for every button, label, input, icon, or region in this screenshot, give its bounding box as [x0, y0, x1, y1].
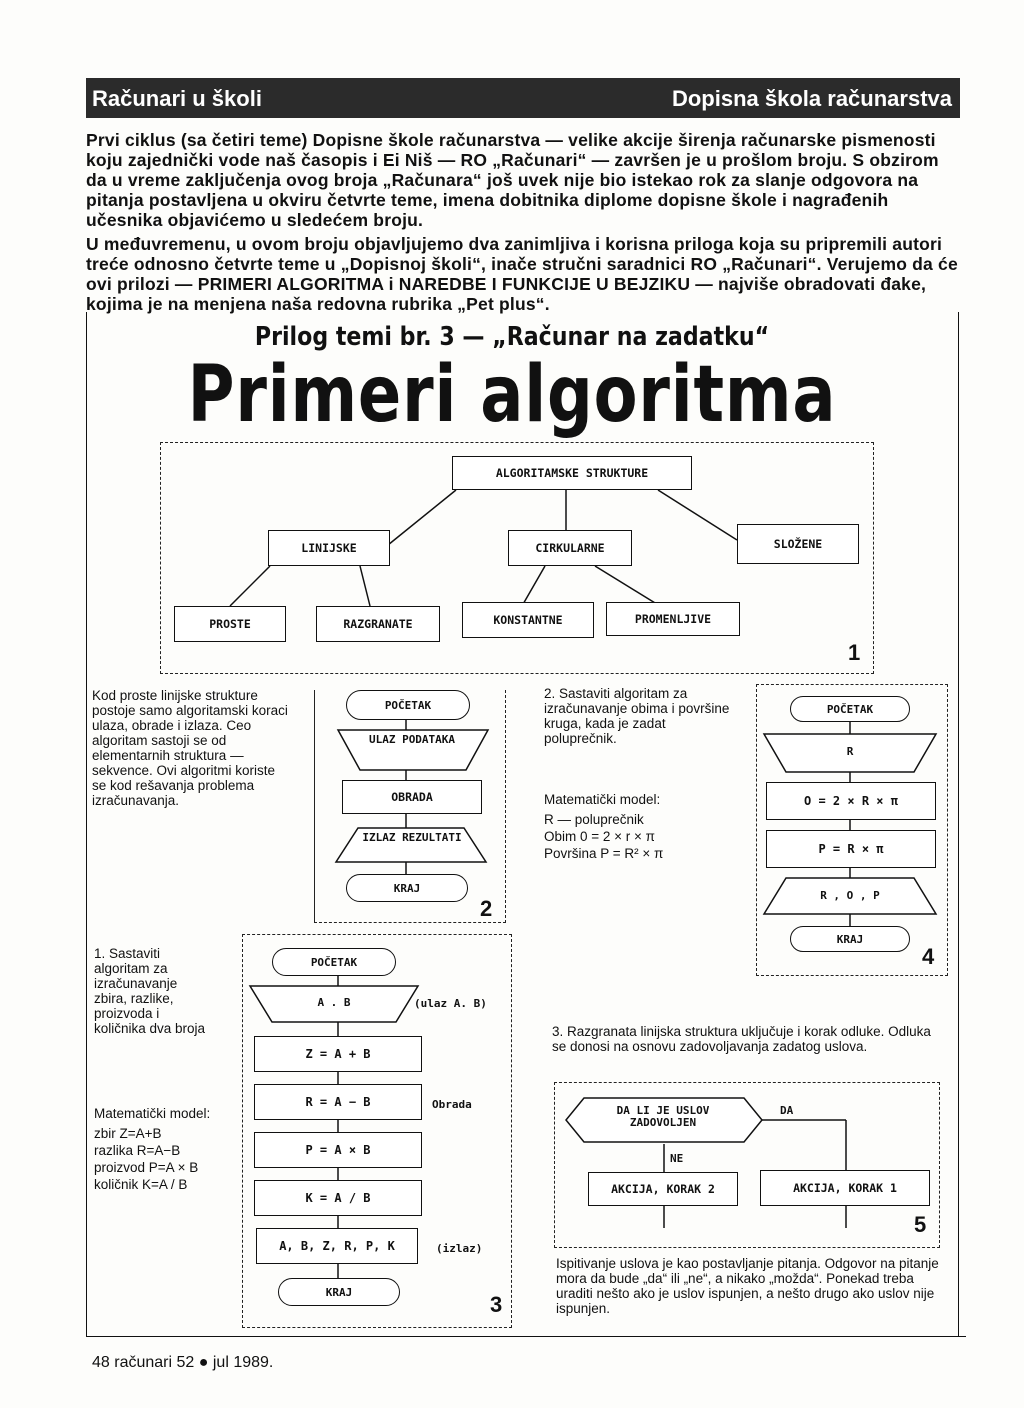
fig5-yes-label: DA: [780, 1104, 794, 1117]
fig3-output: A, B, Z, R, P, K: [256, 1228, 418, 1264]
fig3-sum: Z = A + B: [254, 1036, 422, 1072]
task-1-model-2: razlika R=A−B: [94, 1143, 181, 1158]
fig3-start: POČETAK: [272, 948, 396, 976]
figure-3-number: 3: [490, 1292, 503, 1317]
node-cirkularne: CIRKULARNE: [508, 530, 632, 566]
fig2-processing: OBRADA: [342, 780, 482, 814]
figure-1-number: 1: [848, 640, 861, 665]
fig5-action-1: AKCIJA, KORAK 1: [760, 1170, 930, 1206]
task-2-model-3: Površina P = R² × π: [544, 846, 664, 861]
fig3-product: P = A × B: [254, 1132, 422, 1168]
article-subtitle: Prilog temi br. 3 — „Računar na zadatku“: [254, 322, 770, 352]
footer-page: 48: [92, 1354, 110, 1371]
fig5-no-label: NE: [670, 1152, 684, 1165]
fig5-action-2: AKCIJA, KORAK 2: [588, 1172, 738, 1206]
section-title: Računari u školi: [92, 86, 262, 111]
fig3-input-note: (ulaz A. B): [414, 997, 487, 1010]
fig3-difference: R = A − B: [254, 1084, 422, 1120]
node-slozene: SLOŽENE: [737, 524, 859, 564]
fig3-quotient: K = A / B: [254, 1180, 422, 1216]
footer-date: jul 1989.: [212, 1354, 274, 1371]
figure-2-number: 2: [480, 896, 493, 921]
figure-4-number: 4: [922, 944, 935, 969]
task-2-text: 2. Sastaviti algoritam za izračunavanje obima i površine kruga, kada je zadat poluprečnik.: [544, 686, 730, 746]
fig3-processing-note: Obrada: [432, 1098, 472, 1111]
footer: [92, 1354, 273, 1372]
fig4-end: KRAJ: [790, 926, 910, 952]
footer-magazine: računari 52: [114, 1354, 195, 1371]
fig2-end: KRAJ: [346, 874, 468, 902]
task-3-text: 3. Razgranata linijska struktura uključuje i korak odluke. Odluka se donosi na osnovu zadovoljavanja zadatog uslova.: [552, 1024, 931, 1054]
fig4-input-label: R: [846, 745, 854, 758]
fig4-start: POČETAK: [790, 696, 910, 722]
fig3-output-note: (izlaz): [436, 1242, 483, 1255]
node-konstantne: KONSTANTNE: [462, 602, 594, 638]
node-razgranate: RAZGRANATE: [316, 606, 440, 642]
fig2-output-label: IZLAZ REZULTATI: [362, 831, 462, 844]
bullet-icon: ●: [198, 1354, 209, 1371]
fig5-condition: DA LI JE USLOV ZADOVOLJEN: [616, 1104, 710, 1129]
task-2-model-2: Obim 0 = 2 × r × π: [544, 829, 655, 844]
figure-2-caption: Kod proste linijske strukture postoje samo algoritamski koraci ulaza, obrade i izlaza. Ceo algoritam sastoji se od elementarnih struktura — sekvence. Ovi algoritmi koriste se kod rešavanja problema izračunavanja.: [92, 688, 288, 808]
task-1-model-4: količnik K=A / B: [94, 1177, 188, 1192]
node-proste: PROSTE: [174, 606, 286, 642]
task-2-model-label: Matematički model:: [544, 792, 661, 807]
fig2-start: POČETAK: [346, 690, 470, 720]
intro-paragraph-1: Prvi ciklus (sa četiri teme) Dopisne škole računarstva — velike akcije širenja računarske pismenosti koju zajednički vode naš časopis i Ei Niš — RO „Računari“ — završen je u prošlom broju. S obzirom da u vreme zaključenja ovog broja „Računara“ još uvek nije bio istekao rok za slanje odgovora na pitanja postavljena u okviru četvrte teme, imena dobitnika diplome dopisne škole i nagrađenih učesnika objavićemo u sledećem broju.: [86, 130, 939, 230]
fig3-input-label: A . B: [317, 996, 351, 1009]
article-title: Primeri algoritma: [187, 350, 837, 440]
fig4-step-area: P = R × π: [766, 830, 936, 868]
fig3-end: KRAJ: [278, 1278, 400, 1306]
fig4-output-label: R , O , P: [820, 889, 880, 902]
closing-text: Ispitivanje uslova je kao postavljanje pitanja. Odgovor na pitanje mora da bude „da“ ili „ne“, a nikako „možda“. Ponekad treba uraditi nešto ako je uslov ispunjen, a nešto drugo ako uslov nije ispunjen.: [556, 1256, 939, 1316]
fig4-step-circumference: O = 2 × R × π: [766, 782, 936, 820]
task-1-model-label: Matematički model:: [94, 1106, 211, 1121]
node-linijske: LINIJSKE: [268, 530, 390, 566]
school-title: Dopisna škola računarstva: [671, 86, 952, 111]
node-promenljive: PROMENLJIVE: [606, 602, 740, 636]
node-algoritamske-strukture: ALGORITAMSKE STRUKTURE: [452, 456, 692, 490]
intro-paragraph-2: U međuvremenu, u ovom broju objavljujemo dva zanimljiva i korisna priloga koja su pripremili autori treće odnosno četvrte teme u „Dopisnoj školi“, inače stručni saradnici RO „Računari“. Verujemo da će ovi prilozi — PRIMERI ALGORITMA i NAREDBE I FUNKCIJE U BEJZIKU — najviše obradovati đake, kojima je na menjena naša redovna rubrika „Pet plus“.: [86, 234, 958, 314]
fig2-input-label: ULAZ PODATAKA: [368, 733, 456, 746]
task-1-text: 1. Sastaviti algoritam za izračunavanje zbira, razlike, proizvoda i količnika dva broja: [94, 946, 206, 1036]
task-1-model-1: zbir Z=A+B: [94, 1126, 162, 1141]
task-2-model-1: R — poluprečnik: [544, 812, 644, 827]
figure-5-number: 5: [914, 1212, 927, 1237]
task-1-model-3: proizvod P=A × B: [94, 1160, 199, 1175]
